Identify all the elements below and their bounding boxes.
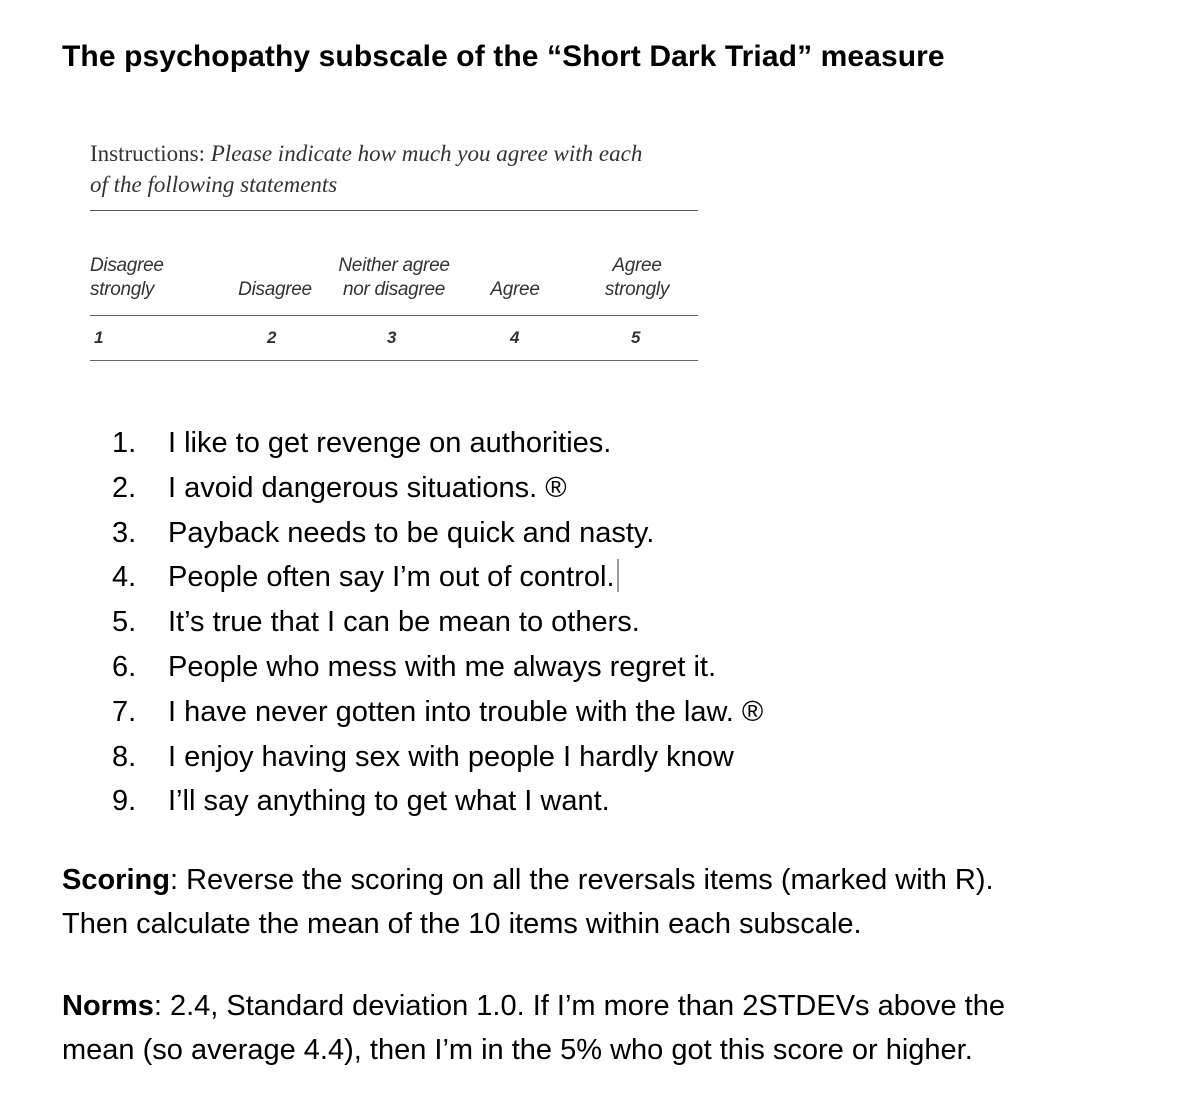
scoring-line-2: Then calculate the mean of the 10 items within each subscale. bbox=[62, 908, 862, 940]
scale-label-1: Disagree strongly bbox=[90, 255, 164, 300]
scoring-label: Scoring bbox=[62, 864, 170, 896]
instructions-prefix: Instructions: bbox=[90, 141, 211, 166]
norms-line-2: mean (so average 4.4), then I’m in the 5% who got this score or higher. bbox=[62, 1034, 973, 1066]
list-item: 3. Payback needs to be quick and nasty. bbox=[112, 516, 655, 549]
response-scale bbox=[90, 138, 698, 361]
list-item: 4. People often say I’m out of control. bbox=[112, 555, 763, 600]
list-item: 2. I avoid dangerous situations. ® bbox=[112, 471, 567, 504]
text-cursor bbox=[617, 559, 619, 592]
instructions-line-2: of the following statements bbox=[90, 172, 338, 197]
page-title: The psychopathy subscale of the “Short Dark Triad” measure bbox=[62, 40, 945, 73]
list-item: 6. People who mess with me always regret it. bbox=[112, 650, 716, 683]
list-item: 9. I’ll say anything to get what I want. bbox=[112, 785, 610, 818]
scale-label-3: Neither agree nor disagree bbox=[338, 255, 450, 300]
scoring-line-1: : Reverse the scoring on all the reversals items (marked with R). bbox=[169, 864, 994, 896]
scale-labels-row bbox=[90, 211, 698, 316]
scale-value-2: 2 bbox=[267, 328, 277, 347]
norms-paragraph bbox=[62, 984, 1005, 1072]
scale-value-1: 1 bbox=[94, 328, 104, 347]
scale-label-4: Agree bbox=[490, 279, 540, 300]
item-list bbox=[112, 421, 763, 824]
norms-label: Norms bbox=[62, 990, 154, 1022]
list-item: 5. It’s true that I can be mean to others. bbox=[112, 606, 640, 639]
scoring-paragraph bbox=[62, 858, 994, 946]
scale-label-5: Agree strongly bbox=[604, 255, 670, 300]
scale-value-3: 3 bbox=[387, 328, 397, 347]
list-item: 1. I like to get revenge on authorities. bbox=[112, 427, 612, 459]
scale-label-2: Disagree bbox=[238, 279, 312, 300]
list-item: 8. I enjoy having sex with people I hardly know bbox=[112, 740, 734, 773]
scale-value-4: 4 bbox=[510, 328, 520, 347]
scale-value-5: 5 bbox=[631, 328, 641, 347]
list-item: 7. I have never gotten into trouble with the law. ® bbox=[112, 695, 764, 728]
norms-line-1: : 2.4, Standard deviation 1.0. If I’m more than 2STDEVs above the bbox=[153, 990, 1005, 1022]
instructions bbox=[90, 138, 698, 211]
scale-numbers-row bbox=[90, 316, 698, 361]
instructions-line-1: Please indicate how much you agree with each bbox=[210, 141, 643, 166]
